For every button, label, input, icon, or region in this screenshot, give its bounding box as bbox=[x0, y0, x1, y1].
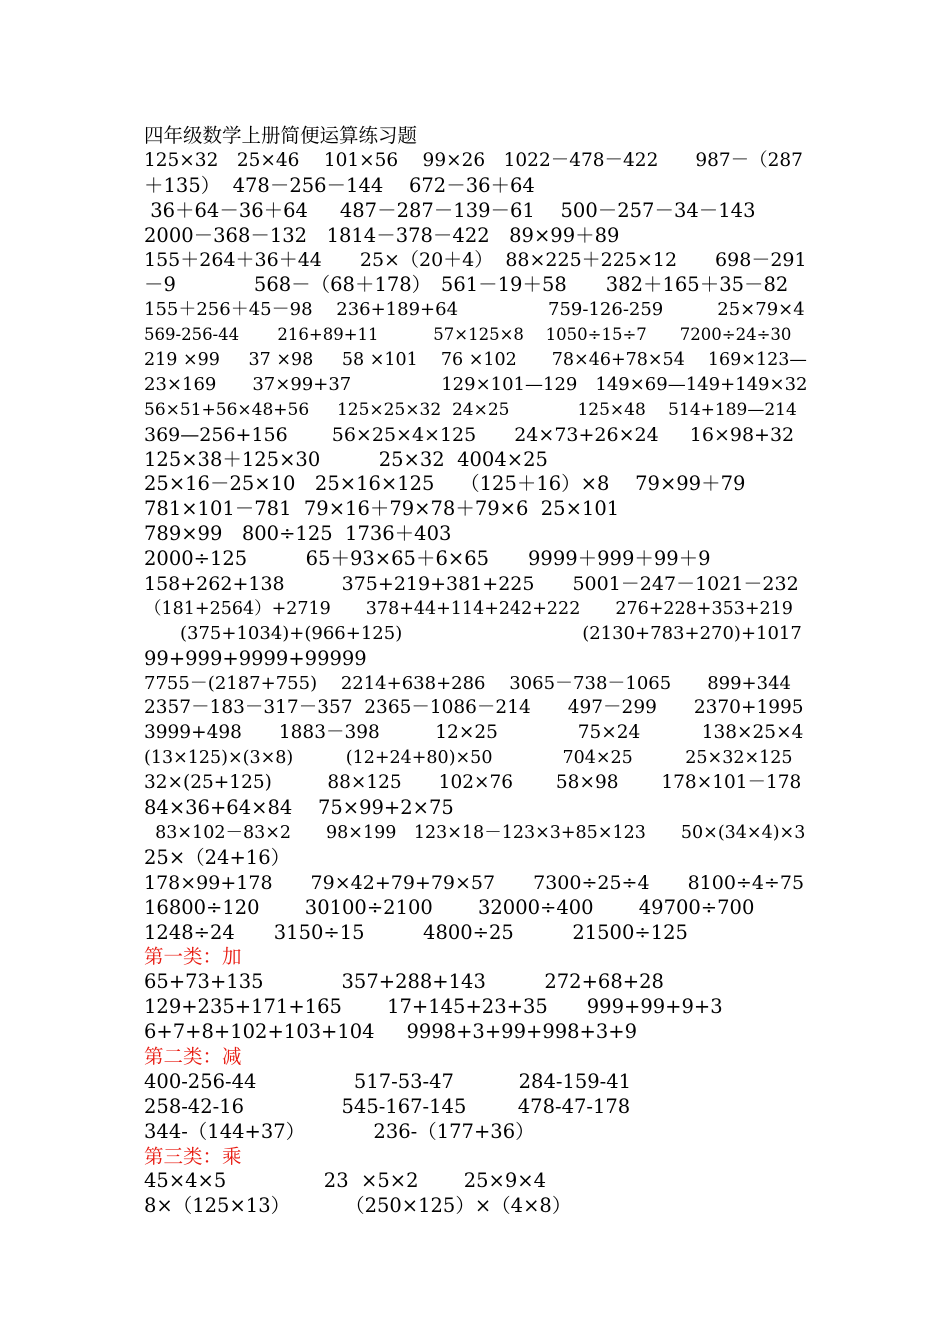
exercise-line: 2000－368－132 1814－378－422 89×99＋89 bbox=[144, 223, 620, 247]
exercise-line: 6+7+8+102+103+104 9998+3+99+998+3+9 bbox=[144, 1020, 638, 1044]
exercise-line: 158+262+138 375+219+381+225 5001－247－1021－232 bbox=[144, 573, 799, 596]
exercise-line: 129+235+171+165 17+145+23+35 999+99+9+3 bbox=[144, 995, 723, 1019]
exercise-line: 8×（125×13） （250×125）×（4×8） bbox=[144, 1194, 572, 1218]
exercise-line: 1248÷24 3150÷15 4800÷25 21500÷125 bbox=[144, 920, 688, 944]
exercise-line: 258-42-16 545-167-145 478-47-178 bbox=[144, 1094, 631, 1118]
exercise-line: 155＋256＋45－98 236+189+64 759-126-259 25×79×4 bbox=[144, 299, 805, 321]
exercise-line: 25×16－25×10 25×16×125 （125＋16）×8 79×99＋79 bbox=[144, 472, 746, 496]
section-heading: 第二类：减 bbox=[144, 1044, 242, 1068]
exercise-line: 3999+498 1883－398 12×25 75×24 138×25×4 bbox=[144, 722, 804, 744]
exercise-line: 84×36+64×84 75×99+2×75 bbox=[144, 796, 454, 820]
exercise-line: (375+1034)+(966+125) (2130+783+270)+1017 bbox=[144, 622, 802, 644]
exercise-line: 178×99+178 79×42+79+79×57 7300÷25÷4 8100÷4÷75 bbox=[144, 871, 805, 894]
exercise-line: 56×51+56×48+56 125×25×32 24×25 125×48 514+189—214 bbox=[144, 399, 797, 420]
exercise-line: 65+73+135 357+288+143 272+68+28 bbox=[144, 970, 664, 994]
exercise-line: 7755－(2187+755) 2214+638+286 3065－738－1065 899+344 bbox=[144, 672, 791, 694]
section-heading: 第一类：加 bbox=[144, 945, 242, 969]
exercise-line: 344-（144+37） 236-（177+36） bbox=[144, 1119, 535, 1143]
document-title: 四年级数学上册简便运算练习题 bbox=[144, 124, 418, 147]
exercise-line: 16800÷120 30100÷2100 32000÷400 49700÷700 bbox=[144, 895, 755, 919]
exercise-line: 125×32 25×46 101×56 99×26 1022－478－422 987－（287 bbox=[144, 149, 803, 171]
exercise-line: 369—256+156 56×25×4×125 24×73+26×24 16×98+32 bbox=[144, 423, 795, 446]
exercise-line: 781×101－781 79×16＋79×78＋79×6 25×101 bbox=[144, 497, 620, 521]
exercise-line: ＋135） 478－256－144 672－36＋64 bbox=[144, 173, 535, 197]
exercise-line: 125×38＋125×30 25×32 4004×25 bbox=[144, 447, 548, 471]
exercise-line: (13×125)×(3×8) (12+24+80)×50 704×25 25×32×125 bbox=[144, 748, 793, 769]
exercise-line: 45×4×5 23 ×5×2 25×9×4 bbox=[144, 1169, 547, 1193]
exercise-lines bbox=[144, 149, 808, 1219]
exercise-line: 2357－183－317－357 2365－1086－214 497－299 2370+1995 bbox=[144, 697, 804, 719]
exercise-line: 25×（24+16） bbox=[144, 845, 291, 869]
exercise-line: 23×169 37×99+37 129×101—129 149×69—149+149×32 bbox=[144, 373, 808, 395]
document-body bbox=[144, 124, 808, 1219]
exercise-line: －9 568－（68＋178） 561－19＋58 382＋165＋35－82 bbox=[144, 273, 789, 297]
section-heading: 第三类：乘 bbox=[144, 1144, 242, 1168]
exercise-line: （181+2564）+2719 378+44+114+242+222 276+228+353+219 bbox=[144, 598, 793, 619]
exercise-line: 36＋64－36＋64 487－287－139－61 500－257－34－143 bbox=[144, 198, 756, 222]
exercise-line: 789×99 800÷125 1736＋403 bbox=[144, 522, 452, 546]
exercise-line: 219 ×99 37 ×98 58 ×101 76 ×102 78×46+78×54 169×123— bbox=[144, 350, 807, 371]
exercise-line: 83×102－83×2 98×199 123×18－123×3+85×123 50×(34×4)×3 bbox=[144, 822, 806, 843]
exercise-line: 32×(25+125) 88×125 102×76 58×98 178×101－178 bbox=[144, 772, 802, 794]
exercise-line: 99+999+9999+99999 bbox=[144, 646, 367, 670]
exercise-line: 569-256-44 216+89+11 57×125×8 1050÷15÷7 7200÷24÷30 bbox=[144, 325, 792, 345]
exercise-line: 400-256-44 517-53-47 284-159-41 bbox=[144, 1069, 632, 1093]
exercise-line: 155＋264＋36＋44 25×（20＋4） 88×225＋225×12 698－291 bbox=[144, 249, 807, 272]
exercise-line: 2000÷125 65＋93×65＋6×65 9999＋999＋99＋9 bbox=[144, 547, 711, 571]
